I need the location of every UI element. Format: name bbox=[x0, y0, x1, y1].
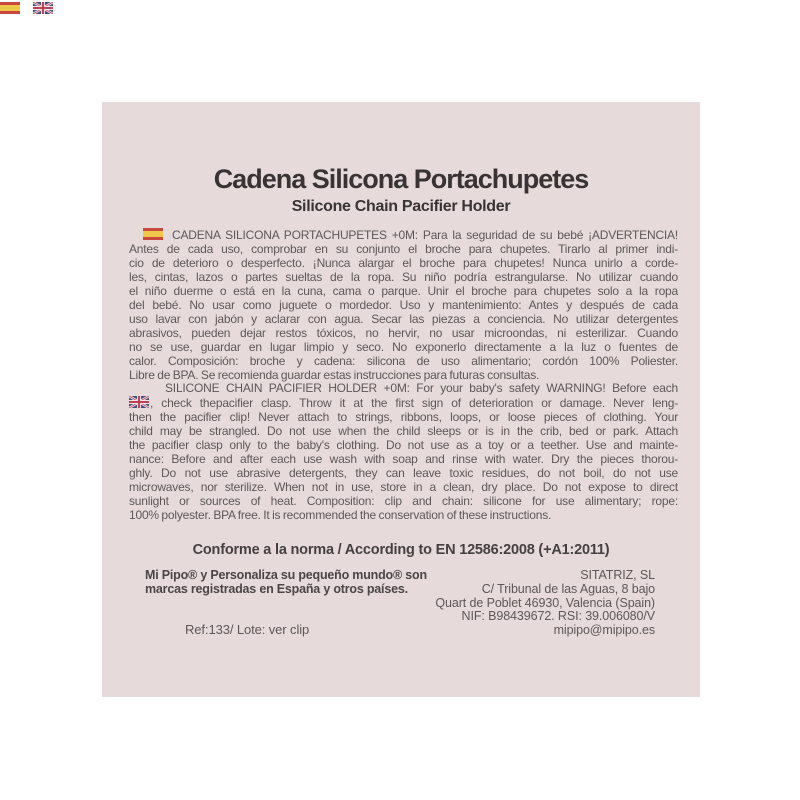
warning-text-line bbox=[129, 341, 678, 355]
footer-left bbox=[145, 569, 427, 638]
trademark-note bbox=[145, 569, 427, 596]
company-address bbox=[435, 569, 655, 638]
warning-text-line-text: uso lavar con jabón y aclarar con agua. Secar las piezas a conciencia. No utilizar detergentes bbox=[129, 311, 678, 326]
warning-text-line bbox=[129, 439, 678, 453]
company-address-line-text: NIF: B98439672. RSI: 39.006080/V bbox=[461, 609, 655, 624]
warning-text-line-text: calor. Composición: broche y cadena: silicona de uso alimentario; cordón 100% Poliester. bbox=[129, 353, 678, 368]
footer bbox=[145, 569, 655, 638]
company-address-line bbox=[435, 597, 655, 611]
warning-text-line bbox=[129, 369, 678, 383]
warning-text-en bbox=[129, 382, 678, 523]
warning-text-line bbox=[129, 396, 678, 411]
warning-text-line bbox=[129, 299, 678, 313]
warning-text-line-text: CADENA SILICONA PORTACHUPETES +0M: Para la seguridad de su bebé ¡ADVERTENCIA! bbox=[172, 228, 678, 242]
warning-text-line bbox=[129, 313, 678, 327]
warning-text-line-text: 100% polyester. BPA free. It is recommended the conservation of these instructions. bbox=[129, 508, 552, 523]
warning-text-line-text: then the pacifier clip! Never attach to strings, ribbons, loops, or loose pieces of clothing. Your bbox=[129, 410, 678, 425]
company-address-line-text: SITATRIZ, SL bbox=[580, 568, 655, 583]
warning-text-line-text: del bebé. No usar como juguete o mordedor. Uso y mantenimiento: Antes y después de cada bbox=[129, 297, 678, 312]
company-address-line-text: C/ Tribunal de las Aguas, 8 bajo bbox=[481, 581, 655, 596]
warning-text-line bbox=[129, 355, 678, 369]
label-card bbox=[102, 102, 700, 697]
warning-text-line bbox=[129, 495, 678, 509]
warning-text-line-text: nance: Before and after each use wash with soap and rinse with water. Dry the pieces thorou- bbox=[129, 452, 678, 467]
product-subtitle: Silicone Chain Pacifier Holder bbox=[291, 198, 511, 215]
trademark-line-text: marcas registradas en España y otros países. bbox=[145, 581, 408, 596]
warning-text-line bbox=[129, 382, 678, 396]
warning-text-line bbox=[129, 481, 678, 495]
warning-text-line-text: cio de deterioro o desperfecto. ¡Nunca alargar el broche para chupetes! Nunca unirlo a corde- bbox=[129, 255, 678, 270]
company-address-line bbox=[435, 610, 655, 624]
warning-text-line-text: Antes de cada uso, comprobar en su conjunto el broche para chupetes. Tirarlo al primer indi- bbox=[129, 241, 678, 256]
warning-text-line-text: les, cintas, lazos o partes sueltas de la ropa. Su niño podría estrangularse. No utilizar cuando bbox=[129, 269, 678, 284]
trademark-line bbox=[145, 583, 427, 597]
warning-text-line-text: ghly. Do not use abrasive detergents, they can leave toxic residues, do not boil, do not use bbox=[129, 466, 678, 481]
ref-lot: Ref:133/ Lote: ver clip bbox=[185, 622, 310, 638]
company-address-line-text: Quart de Poblet 46930, Valencia (Spain) bbox=[435, 595, 655, 610]
warning-text-line bbox=[129, 271, 678, 285]
company-address-line bbox=[435, 569, 655, 583]
compliance-note: Conforme a la norma / According to EN 12586:2008 (+A1:2011) bbox=[192, 542, 610, 559]
warning-text-line bbox=[129, 243, 678, 257]
warning-text-line bbox=[129, 257, 678, 271]
warning-text-line bbox=[129, 228, 678, 243]
warning-text-line bbox=[129, 411, 678, 425]
warning-text-line bbox=[129, 425, 678, 439]
warning-text-line bbox=[129, 467, 678, 481]
warning-text-line bbox=[129, 327, 678, 341]
warning-text-line-text: Libre de BPA. Se recomienda guardar estas instrucciones para futuras consultas. bbox=[129, 367, 540, 382]
warning-text-line bbox=[129, 509, 678, 523]
warning-text-line-text: no se use, guardar en lugar limpio y seco. No exponerlo directamente a la luz o fuentes de bbox=[129, 339, 678, 354]
trademark-line bbox=[145, 569, 427, 583]
warning-text-line-text: abrasivos, pueden dejar restos tóxicos, no hervir, no usar microondas, ni esterilizar. Cuando bbox=[129, 325, 678, 340]
warning-text-line bbox=[129, 285, 678, 299]
spain-flag-icon bbox=[143, 228, 163, 240]
warning-text-line-text: the pacifier clasp only to the baby's clothing. Do not use as a toy or a teether. Use and mainte- bbox=[129, 438, 678, 453]
uk-flag-icon bbox=[129, 396, 149, 408]
warning-text-line-text: sunlight or sources of heat. Composition: clip and chain: silicone for use alimentary; rope: bbox=[129, 494, 678, 509]
spain-flag-icon bbox=[0, 2, 20, 14]
uk-flag-icon bbox=[33, 2, 53, 14]
warning-text-line-text: SILICONE CHAIN PACIFIER HOLDER +0M: For your baby's safety WARNING! Before each bbox=[165, 381, 678, 396]
warning-text-line-text: el niño duerme o está en la cuna, cama o parque. Unir el broche para chupetes solo a la ropa bbox=[129, 283, 678, 298]
warning-text-line-text: , check thepacifier clasp. Throw it at the first sign of deterioration or damage. Never leng- bbox=[150, 396, 678, 411]
warning-text bbox=[129, 228, 678, 523]
footer-right bbox=[435, 569, 655, 638]
product-title: Cadena Silicona Portachupetes bbox=[213, 164, 589, 194]
warning-text-line-text: microwaves, nor sterilize. When not in use, store in a clean, dry place. Do not expose to direct bbox=[129, 480, 678, 495]
company-address-line-text: mipipo@mipipo.es bbox=[553, 623, 655, 638]
company-address-line bbox=[435, 583, 655, 597]
warning-text-es bbox=[129, 228, 678, 382]
trademark-line-text: Mi Pipo® y Personaliza su pequeño mundo® son bbox=[145, 568, 427, 583]
company-address-line bbox=[435, 624, 655, 638]
warning-text-line bbox=[129, 453, 678, 467]
warning-text-line-text: child may be strangled. Do not use when the child sleeps or is in the crib, bed or park. Attach bbox=[129, 424, 678, 439]
